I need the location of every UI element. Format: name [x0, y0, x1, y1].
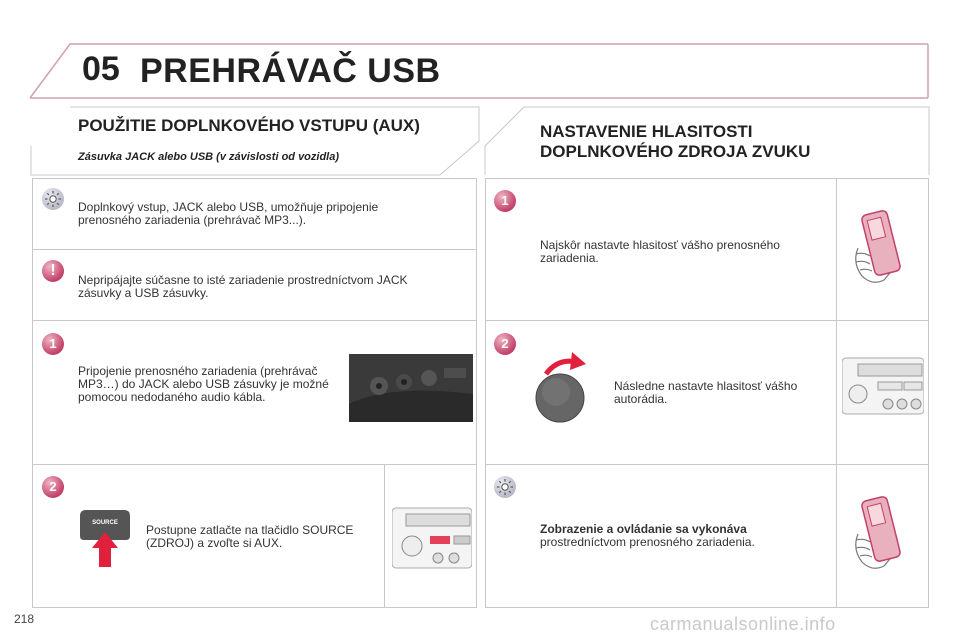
warning-text: Nepripájajte súčasne to isté zariadenie prostredníctvom JACK zásuvky a USB zásuvky. [78, 273, 408, 300]
divider [836, 178, 837, 608]
right-section-title-line1: NASTAVENIE HLASITOSTI [540, 122, 753, 141]
step-badge: 2 [42, 476, 64, 498]
exclamation-icon: ! [50, 262, 56, 279]
volume-knob-illustration [532, 350, 592, 424]
divider [384, 464, 385, 608]
tip-badge [494, 476, 516, 498]
right-tip-text: prostredníctvom prenosného zariadenia. [540, 535, 755, 549]
right-title-frame [484, 106, 930, 176]
right-section-title-line2: DOPLNKOVÉHO ZDROJA ZVUKU [540, 142, 811, 161]
divider [485, 464, 929, 465]
tip-text: Doplnkový vstup, JACK alebo USB, umožňuje pripojenie prenosného zariadenia (prehrávač MP3...). [78, 200, 379, 227]
left-section-title: POUŽITIE DOPLNKOVÉHO VSTUPU (AUX) [78, 116, 420, 135]
jack-socket-photo [349, 354, 473, 422]
source-button-illustration [80, 510, 130, 568]
radio-panel-illustration [392, 506, 472, 570]
portable-player-hand-illustration [850, 494, 914, 572]
car-radio-illustration [842, 356, 924, 416]
step-badge: 1 [494, 190, 516, 212]
right-step1-text: Najskôr nastavte hlasitosť vášho prenosného zariadenia. [540, 238, 780, 265]
divider [32, 464, 477, 465]
divider [32, 249, 477, 250]
divider [32, 320, 477, 321]
step-badge: 1 [42, 333, 64, 355]
warning-badge [42, 260, 64, 282]
source-button-label: SOURCE [92, 520, 118, 526]
right-step2-text: Následne nastavte hlasitosť vášho autorádia. [614, 379, 798, 406]
step2-text: Postupne zatlačte na tlačidlo SOURCE (ZDROJ) a zvoľte si AUX. [146, 523, 354, 550]
chapter-number: 05 [82, 50, 120, 88]
portable-player-hand-illustration [850, 208, 914, 286]
left-section-subtitle: Zásuvka JACK alebo USB (v závislosti od vozidla) [78, 151, 340, 163]
watermark: carmanualsonline.info [650, 614, 836, 634]
sun-icon [42, 188, 64, 210]
chapter-title: PREHRÁVAČ USB [140, 52, 441, 90]
right-tip-bold: Zobrazenie a ovládanie sa vykonáva [540, 522, 747, 536]
sun-icon [494, 476, 516, 498]
divider [485, 320, 929, 321]
tip-badge [42, 188, 64, 210]
page-number: 218 [14, 612, 35, 626]
step1-text: Pripojenie prenosného zariadenia (prehrávač MP3…) do JACK alebo USB zásuvky je možné pomocou nedodaného audio kábla. [78, 364, 329, 404]
step-badge: 2 [494, 333, 516, 355]
